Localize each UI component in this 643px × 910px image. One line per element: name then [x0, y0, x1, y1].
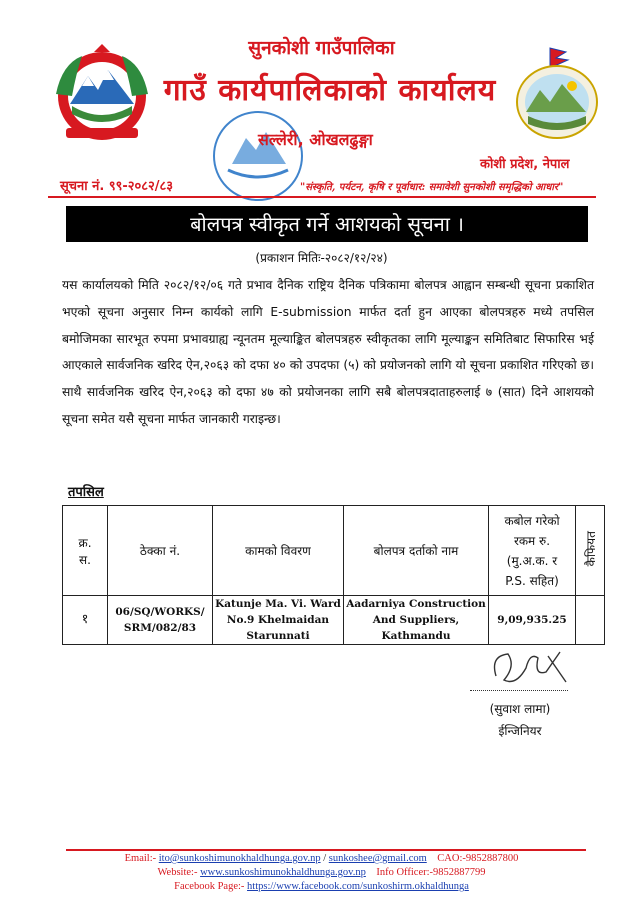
col-header-amount: कबोल गरेको रकम रु. (मु.अ.क. र P.S. सहित) [489, 506, 576, 596]
office-name: गाउँ कार्यपालिकाको कार्यालय [163, 73, 497, 108]
website-link[interactable]: www.sunkoshimunokhaldhunga.gov.np [200, 867, 366, 878]
cao-contact: CAO:-9852887800 [437, 853, 519, 864]
motto-text: "संस्कृति, पर्यटन, कृषि र पूर्वाधार: समावेशी सुनकोशी समृद्धिको आधार" [300, 182, 564, 193]
cell-sn: १ [63, 596, 108, 645]
footer-website-line [0, 867, 643, 878]
footer-facebook-line [0, 881, 643, 892]
header-divider [48, 196, 596, 198]
remarks-label: कैफियत [583, 531, 598, 567]
facebook-label: Facebook Page:- [174, 881, 245, 892]
table-row [63, 596, 605, 645]
bid-table [62, 505, 605, 645]
signature-line [470, 690, 568, 691]
municipality-name: सुनकोशी गाउँपालिका [248, 37, 395, 59]
province-name: कोशी प्रदेश, नेपाल [480, 157, 570, 172]
cell-amount: 9,09,935.25 [489, 596, 576, 645]
table-header-row [63, 506, 605, 596]
cell-remarks [576, 596, 605, 645]
notice-number: सूचना नं. ९९-२०८२/८३ [60, 179, 174, 194]
facebook-link[interactable]: https://www.facebook.com/sunkoshirm.okhaldhunga [247, 881, 469, 892]
email-label: Email:- [124, 853, 157, 864]
col-header-contract-no: ठेक्का नं. [108, 506, 213, 596]
signature-scribble-icon [486, 646, 572, 692]
schedule-label: तपसिल [68, 485, 104, 500]
email-link-1[interactable]: ito@sunkoshimunokhaldhunga.gov.np [158, 853, 321, 864]
office-address: सल्लेरी, ओखलढुङ्गा [258, 130, 373, 149]
cell-work: Katunje Ma. Vi. Ward No.9 Khelmaidan Starunnati [213, 596, 344, 645]
col-header-bidder: बोलपत्र दर्ताको नाम [344, 506, 489, 596]
signatory-name: (सुवाश लामा) [489, 702, 551, 716]
website-label: Website:- [157, 867, 198, 878]
cell-bidder: Aadarniya Construction And Suppliers, Kathmandu [344, 596, 489, 645]
email-link-2[interactable]: sunkoshee@gmail.com [328, 853, 427, 864]
footer-email-line [0, 853, 643, 864]
info-officer-contact: Info Officer:-9852887799 [376, 867, 486, 878]
col-header-sn: क्र. स. [63, 506, 108, 596]
col-header-remarks [576, 506, 605, 596]
col-header-work: कामको विवरण [213, 506, 344, 596]
office-stamp-icon [206, 108, 310, 204]
email-separator: / [320, 853, 329, 864]
footer-divider [66, 849, 586, 851]
municipality-logo-icon [514, 46, 600, 140]
cell-contract-no: 06/SQ/WORKS/ SRM/082/83 [108, 596, 213, 645]
publish-date: (प्रकाशन मितिः-२०८२/१२/२४) [255, 251, 388, 265]
signatory-title: ईन्जिनियर [498, 724, 542, 738]
notice-body: यस कार्यालयको मिति २०८२/१२/०६ गते प्रभाव दैनिक राष्ट्रिय दैनिक पत्रिकामा बोलपत्र आह्वान सम्बन्धी सूचना प्रकाशित भएको सूचना अनुसार निम्न कार्यको लागि E-submission मार्फत दर्ता हुन आएका बोलपत्रहरु मध्ये तपसिल बमोजिमका सारभूत रुपमा प्रभावग्राह्य न्यूनतम मूल्याङ्कित बोलपत्रहरु स्वीकृतका लागि मूल्याङ्कन समितिबाट सिफारिस भई आएकाले सार्वजनिक खरिद ऐन,२०६३ को दफा ४० को उपदफा (५) को प्रयोजनको लागि यो सूचना प्रकाशित गरिएको छ। साथै सार्वजनिक खरिद ऐन,२०६३ को दफा ४७ को प्रयोजनका लागि सबै बोलपत्रदाताहरुलाई ७ (सात) दिने आशयको सूचना समेत यसै सूचना मार्फत जानकारी गराइन्छ। [62, 278, 594, 426]
notice-title: बोलपत्र स्वीकृत गर्ने आशयको सूचना । [66, 206, 588, 242]
